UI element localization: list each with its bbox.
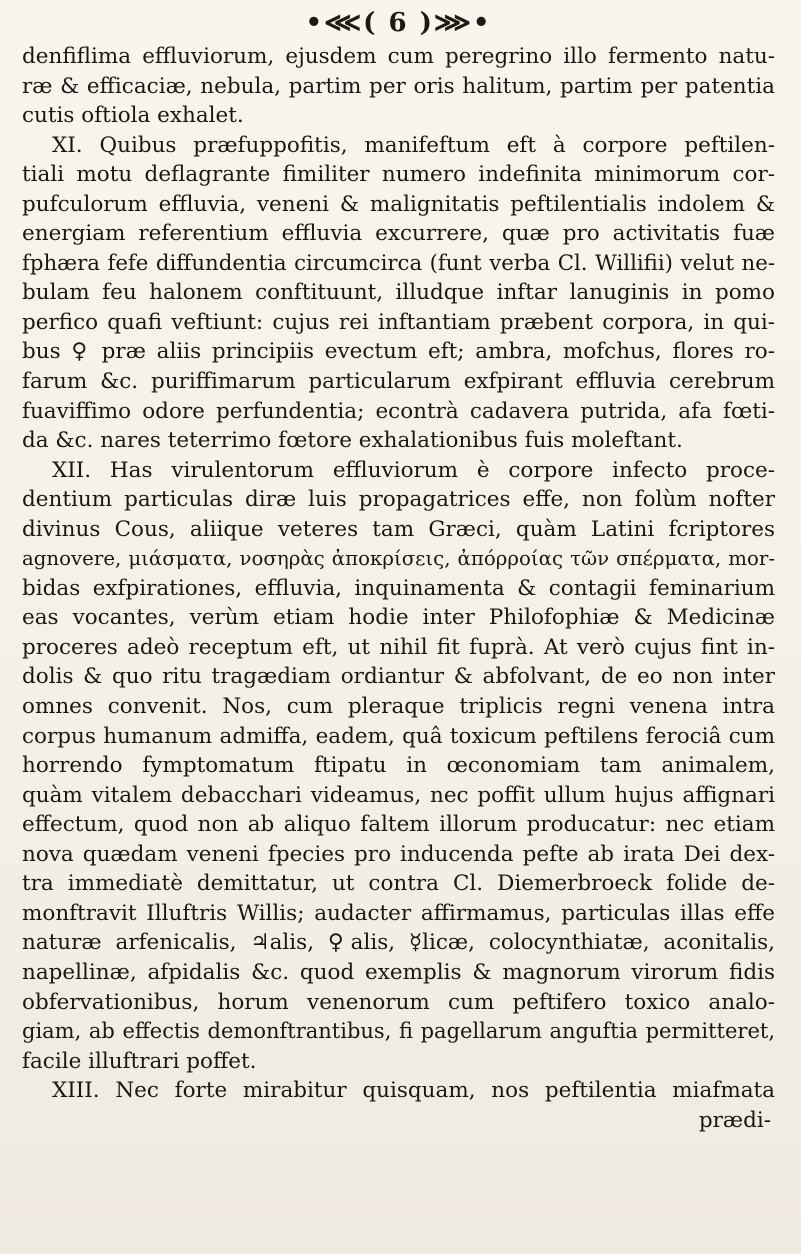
text-line: nova quædam veneni fpecies pro inducenda pefte ab irata Dei dex- — [22, 841, 775, 867]
text-line: farum &c. puriffimarum particularum exfpirant effluvia cerebrum — [22, 369, 775, 395]
text-line: energiam referentium effluvia excurrere, quæ pro activitatis fuæ — [22, 221, 775, 247]
text-line: bus ♀ præ aliis principiis evectum eft; ambra, mofchus, flores ro- — [22, 339, 775, 365]
text-line: quàm vitalem debacchari videamus, nec poffit ullum hujus affignari — [22, 782, 775, 808]
text-line: fuaviffimo odore perfundentia; econtrà cadavera putrida, afa fœti- — [22, 398, 775, 424]
text-line: monftravit Illuftris Willis; audacter affirmamus, particulas illas effe — [22, 900, 775, 926]
text-line: tra immediatè demittatur, ut contra Cl. Diemerbroeck folide de- — [22, 871, 775, 897]
text-line: denfiflima effluviorum, ejusdem cum peregrino illo fermento natu- — [22, 44, 775, 69]
text-line: napellinæ, afpidalis &c. quod exemplis & magnorum virorum fidis — [22, 959, 775, 985]
page-number-header: •⋘( 6 )⋙• — [305, 8, 492, 38]
text-line: dolis & quo ritu tragædiam ordiantur & abfolvant, de eo non inter — [22, 664, 775, 690]
text-line: ræ & efficaciæ, nebula, partim per oris halitum, partim per patentia — [22, 73, 775, 99]
section-xi-start: XI. Quibus præfuppofitis, manifeftum eft à corpore peftilen- — [52, 132, 775, 158]
text-line: dentium particulas diræ luis propagatrices effe, non folùm nofter — [22, 487, 775, 513]
text-line: eas vocantes, verùm etiam hodie inter Philofophiæ & Medicinæ — [22, 605, 775, 631]
text-line: cutis oftiola exhalet. — [22, 103, 244, 129]
text-line: bulam feu halonem conftituunt, illudque inftar lanuginis in pomo — [22, 280, 775, 306]
text-line: da &c. nares teterrimo fœtore exhalationibus fuis moleftant. — [22, 428, 683, 454]
text-line: giam, ab effectis demonftrantibus, fi pagellarum anguftia permitteret, — [22, 1019, 775, 1044]
text-line: divinus Cous, aliique veteres tam Græci, quàm Latini fcriptores — [22, 516, 775, 542]
text-line: bidas exfpirationes, effluvia, inquinamenta & contagii feminarium — [22, 575, 775, 601]
text-line: fphæra fefe diffundentia circumcirca (funt verba Cl. Willifii) velut ne- — [22, 250, 775, 276]
text-line: pufculorum effluvia, veneni & malignitatis peftilentialis indolem & — [22, 191, 775, 217]
section-xii-start: XII. Has virulentorum effluviorum è corpore infecto proce- — [52, 457, 775, 483]
text-line: horrendo fymptomatum ftipatu in œconomiam tam animalem, — [22, 753, 775, 779]
catchword: prædi- — [698, 1107, 771, 1133]
text-line-greek: agnovere, μιάσματα, νοσηρὰς ἀποκρίσεις, ἀπόρροίας τῶν σπέρματα, mor- — [22, 547, 775, 571]
text-line: perfico quafi veftiunt: cujus rei inftantiam præbent corpora, in qui- — [22, 309, 775, 335]
text-line: naturæ arfenicalis, ♃alis, ♀alis, ☿licæ, colocynthiatæ, aconitalis, — [22, 930, 775, 956]
body-text — [22, 42, 775, 1135]
text-line: proceres adeò receptum eft, ut nihil fit fuprà. At verò cujus fint in- — [22, 634, 775, 660]
text-line: obfervationibus, horum venenorum cum peftifero toxico analo- — [22, 989, 775, 1015]
text-line: facile illuftrari poffet. — [22, 1048, 257, 1074]
text-line: omnes convenit. Nos, cum pleraque triplicis regni venena intra — [22, 694, 775, 720]
text-line: corpus humanum admiffa, eadem, quâ toxicum peftilens ferociâ cum — [22, 723, 775, 749]
text-line: tiali motu deflagrante fimiliter numero indefinita minimorum cor- — [22, 162, 775, 188]
section-xiii-start: XIII. Nec forte mirabitur quisquam, nos peftilentia miafmata — [52, 1078, 775, 1104]
text-line: effectum, quod non ab aliquo faltem illorum producatur: nec etiam — [22, 812, 775, 838]
